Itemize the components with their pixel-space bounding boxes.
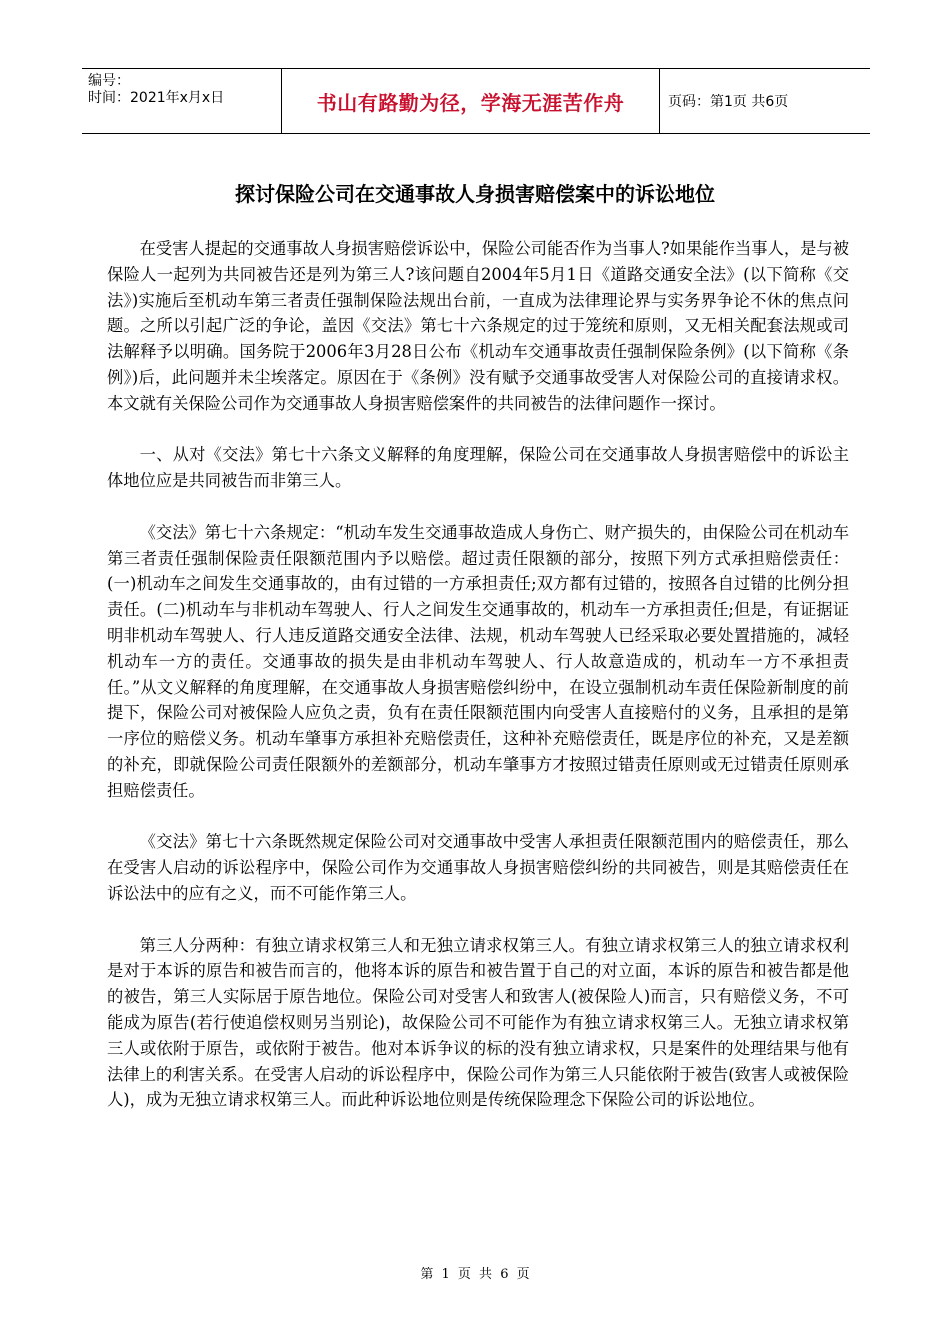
document-body (107, 236, 849, 1139)
document-header (82, 68, 870, 134)
body-paragraph: 在受害人提起的交通事故人身损害赔偿诉讼中，保险公司能否作为当事人?如果能作当事人，是与被保险人一起列为共同被告还是列为第三人?该问题自2004年5月1日《道路交通安全法》(以下简称《交法》)实施后至机动车第三者责任强制保险法规出台前，一直成为法律理论界与实务界争论不休的焦点问题。之所以引起广泛的争论，盖因《交法》第七十六条规定的过于笼统和原则，又无相关配套法规或司法解释予以明确。国务院于2006年3月28日公布《机动车交通事故责任强制保险条例》(以下简称《条例》)后，此问题并未尘埃落定。原因在于《条例》没有赋予交通事故受害人对保险公司的直接请求权。本文就有关保险公司作为交通事故人身损害赔偿案件的共同被告的法律问题作一探讨。 (107, 239, 849, 413)
body-paragraph: 一、从对《交法》第七十六条文义解释的角度理解，保险公司在交通事故人身损害赔偿中的诉讼主体地位应是共同被告而非第三人。 (107, 445, 849, 491)
document-date: 时间：2021年x月x日 (88, 90, 225, 106)
page-footer: 第 1 页 共 6 页 (420, 1267, 530, 1282)
header-motto: 书山有路勤为径，学海无涯苦作舟 (282, 69, 660, 133)
body-paragraph: 第三人分两种：有独立请求权第三人和无独立请求权第三人。有独立请求权第三人的独立请求权利是对于本诉的原告和被告而言的，他将本诉的原告和被告置于自己的对立面，本诉的原告和被告都是他的被告，第三人实际居于原告地位。保险公司对受害人和致害人(被保险人)而言，只有赔偿义务，不可能成为原告(若行使追偿权则另当别论)，故保险公司不可能作为有独立请求权第三人。无独立请求权第三人或依附于原告，或依附于被告。他对本诉争议的标的没有独立请求权，只是案件的处理结果与他有法律上的利害关系。在受害人启动的诉讼程序中，保险公司作为第三人只能依附于被告(致害人或被保险人)，成为无独立请求权第三人。而此种诉讼地位则是传统保险理念下保险公司的诉讼地位。 (107, 935, 849, 1110)
body-paragraph: 《交法》第七十六条既然规定保险公司对交通事故中受害人承担责任限额范围内的赔偿责任，那么在受害人启动的诉讼程序中，保险公司作为交通事故人身损害赔偿纠纷的共同被告，则是其赔偿责任在诉讼法中的应有之义，而不可能作第三人。 (107, 832, 849, 903)
header-page-info: 页码：第1页 共6页 (668, 94, 789, 110)
document-title: 探讨保险公司在交通事故人身损害赔偿案中的诉讼地位 (235, 182, 715, 206)
header-meta (82, 69, 282, 133)
document-number-label: 编号： (88, 73, 130, 89)
body-paragraph: 《交法》第七十六条规定：“机动车发生交通事故造成人身伤亡、财产损失的，由保险公司在机动车第三者责任强制保险责任限额范围内予以赔偿。超过责任限额的部分，按照下列方式承担赔偿责任：(一)机动车之间发生交通事故的，由有过错的一方承担责任;双方都有过错的，按照各自过错的比例分担责任。(二)机动车与非机动车驾驶人、行人之间发生交通事故的，机动车一方承担责任;但是，有证据证明非机动车驾驶人、行人违反道路交通安全法律、法规，机动车驾驶人已经采取必要处置措施的，减轻机动车一方的责任。交通事故的损失是由非机动车驾驶人、行人故意造成的，机动车一方不承担责任。”从文义解释的角度理解，在交通事故人身损害赔偿纠纷中，在设立强制机动车责任保险新制度的前提下，保险公司对被保险人应负之责，负有在责任限额范围内向受害人直接赔付的义务，且承担的是第一序位的赔偿义务。机动车肇事方承担补充赔偿责任，这种补充赔偿责任，既是序位的补充，又是差额的补充，即就保险公司责任限额外的差额部分，机动车肇事方才按照过错责任原则或无过错责任原则承担赔偿责任。 (107, 522, 849, 800)
